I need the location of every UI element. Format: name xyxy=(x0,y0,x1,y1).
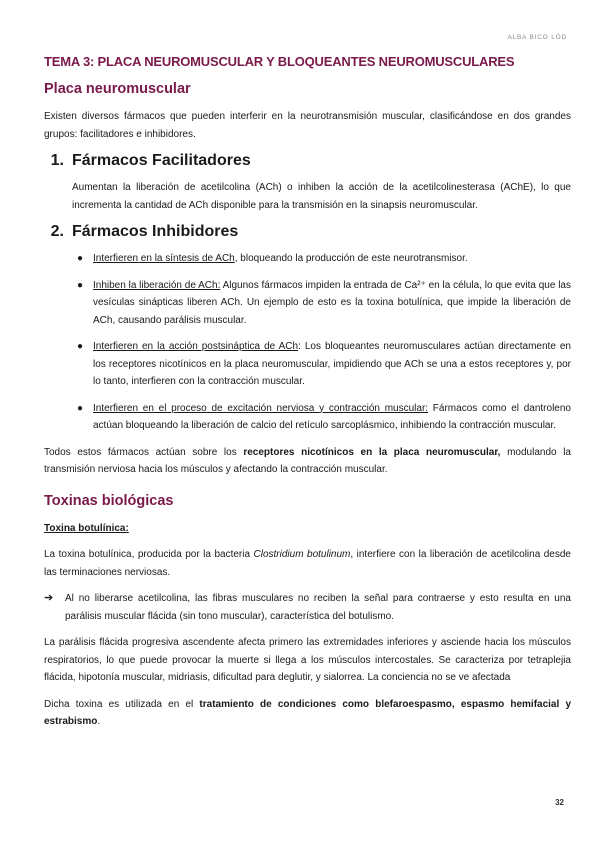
p3-bold: tratamiento de condiciones como blefaroespasmo, espasmo hemifacial y estrabismo xyxy=(44,698,572,727)
p3-text-b: . xyxy=(97,716,101,727)
section-heading-placa: Placa neuromuscular xyxy=(44,81,191,97)
closing-text-b: modulando la transmisión nerviosa hacia los músculos y afectando la contracción muscular. xyxy=(44,446,571,475)
list-item-text: , bloqueando la producción de este neurotransmisor. xyxy=(234,253,468,264)
item-number: 1. xyxy=(50,152,64,169)
list-item-lead: Inhiben la liberación de ACh: xyxy=(93,279,221,291)
item-heading: Fármacos Inhibidores xyxy=(72,223,239,240)
closing-text-a: Todos estos fármacos actúan sobre los xyxy=(44,446,244,458)
toxina-paragraph-1 xyxy=(44,546,571,581)
numbered-heading-inhibidores xyxy=(44,223,571,241)
bullet-icon: ● xyxy=(77,341,84,352)
facilitadores-paragraph: Aumentan la liberación de acetilcolina (ACh) o inhiben la acción de la acetilcolinesterasa (AChE), lo que incrementa la cantidad de ACh disponible para la transmisión en la sinapsis neuromuscular. xyxy=(72,182,571,211)
item-heading: Fármacos Facilitadores xyxy=(72,152,251,169)
list-item xyxy=(44,277,571,330)
list-item-lead: Interfieren en el proceso de excitación nerviosa y contracción muscular: xyxy=(93,402,429,414)
list-item-text: : Los bloqueantes neuromusculares actúan directamente en los receptores nicotínicos en la placa neuromuscular, impidiendo que ACh se una a estos receptores y, por lo tanto, interfieren con la contracción muscular. xyxy=(93,341,571,387)
closing-paragraph xyxy=(44,444,571,479)
arrow-list-item xyxy=(44,590,571,625)
toxina-paragraph-2: La parálisis flácida progresiva ascendente afecta primero las extremidades inferiores y asciende hacia los músculos respiratorios, lo que puede provocar la muerte si llega a los músculos intercostales. Se caracteriza por tetraplejia flácida, hipotonía muscular, midriasis, dificultad para deglutir, y sialorrea. La conciencia no se ve afectada xyxy=(44,637,571,683)
list-item xyxy=(44,250,571,268)
arrow-item-text: Al no liberarse acetilcolina, las fibras musculares no reciben la señal para contraerse y esto resulta en una parálisis muscular flácida (sin tono muscular), característica del botulismo. xyxy=(65,593,571,622)
page-content xyxy=(44,54,571,740)
page-number: 32 xyxy=(555,798,564,807)
bullet-icon: ● xyxy=(77,253,84,264)
page-title: TEMA 3: PLACA NEUROMUSCULAR Y BLOQUEANTES NEUROMUSCULARES xyxy=(44,54,515,69)
closing-bold: receptores nicotínicos en la placa neuromuscular, xyxy=(243,446,501,458)
list-item xyxy=(44,400,571,435)
item-number: 2. xyxy=(50,223,64,240)
bullet-icon: ● xyxy=(77,279,84,291)
author-header: ALBA BICO LÓD xyxy=(507,34,567,41)
inhibidores-list xyxy=(44,250,571,435)
bullet-icon: ● xyxy=(77,402,84,414)
arrow-right-icon: ➔ xyxy=(44,592,54,604)
intro-paragraph: Existen diversos fármacos que pueden interferir en la neurotransmisión muscular, clasificándose en dos grandes grupos: facilitadores e inhibidores. xyxy=(44,111,571,140)
toxina-paragraph-3 xyxy=(44,696,571,731)
p1-text-a: La toxina botulínica, producida por la bacteria xyxy=(44,549,254,560)
p3-text-a: Dicha toxina es utilizada en el xyxy=(44,698,200,710)
list-item xyxy=(44,338,571,391)
section-heading-toxinas: Toxinas biológicas xyxy=(44,492,174,509)
list-item-text: Fármacos como el dantroleno actúan bloqueando la liberación de calcio del retículo sarcoplásmico, inhibiendo la contracción muscular. xyxy=(93,402,571,431)
list-item-text: Algunos fármacos impiden la entrada de Ca²⁺ en la célula, lo que evita que las vesículas sinápticas liberen ACh. Un ejemplo de esto es la toxina botulínica, que impide la liberación de ACh, causando parálisis muscular. xyxy=(93,279,571,326)
subheading-toxina-botulinica: Toxina botulínica: xyxy=(44,522,129,534)
p1-italic: Clostridium botulinum xyxy=(253,549,351,560)
numbered-heading-facilitadores xyxy=(44,152,571,170)
list-item-lead: Interfieren en la síntesis de ACh xyxy=(93,253,235,264)
list-item-lead: Interfieren en la acción postsináptica de ACh xyxy=(93,341,299,352)
p1-text-b: , interfiere con la liberación de acetilcolina desde las terminaciones nerviosas. xyxy=(44,549,571,578)
